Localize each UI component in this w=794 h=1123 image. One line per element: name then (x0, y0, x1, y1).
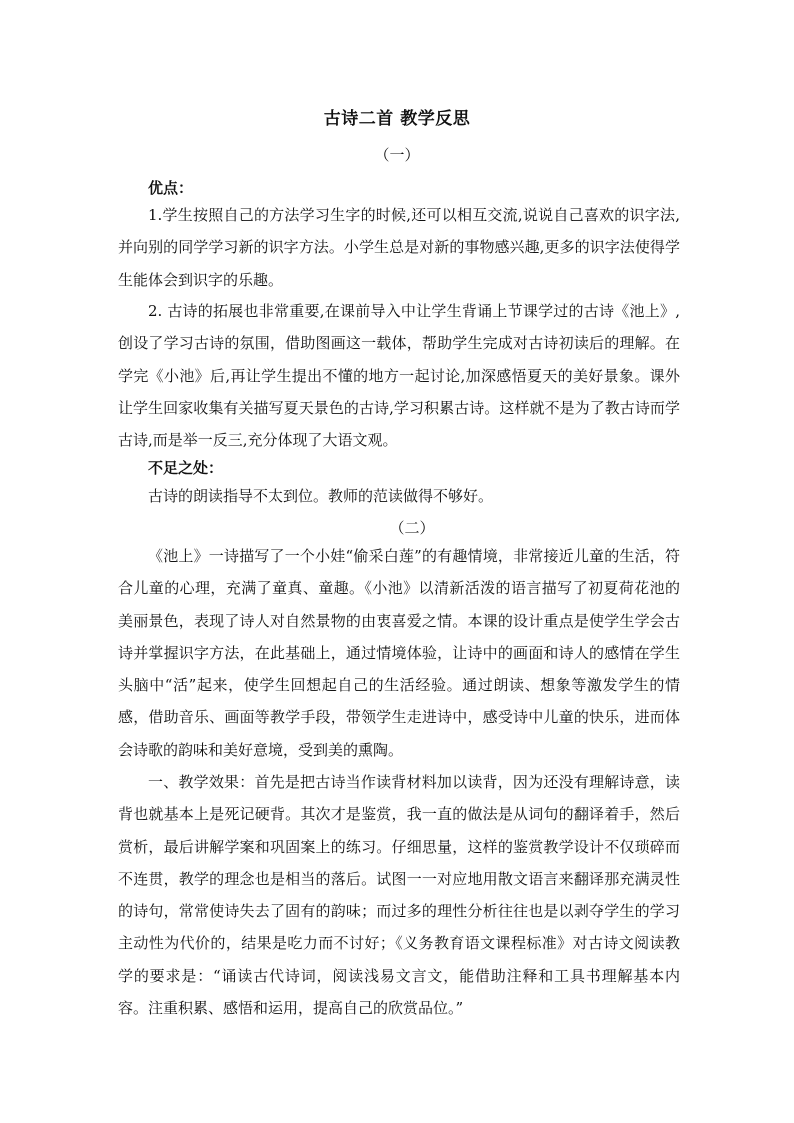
shortcomings-heading: 不足之处： (148, 459, 224, 477)
part-two-paragraph-2: 一、教学效果：首先是把古诗当作读背材料加以读背，因为还没有理解诗意，读背也就基本上是死记硬背。其次才是鉴赏，我一直的做法是从词句的翻译着手，然后赏析，最后讲解学案和巩固案上的练习。仔细思量，这样的鉴赏教学设计不仅琐碎而不连贯，教学的理念也是相当的落后。试图一一对应地用散文语言来翻译那充满灵性的诗句，常常使诗失去了固有的韵味；而过多的理性分析往往也是以剥夺学生的学习主动性为代价的，结果是吃力而不讨好；《义务教育语文课程标准》对古诗文阅读教学的要求是：“诵读古代诗词，阅读浅易文言文，能借助注释和工具书理解基本内容。注重积累、感悟和运用，提高自己的欣赏品位。” (118, 773, 680, 1018)
document-title: 古诗二首 教学反思 (323, 109, 471, 129)
advantages-heading: 优点： (148, 179, 194, 197)
shortcoming-paragraph: 古诗的朗读指导不太到位。教师的范读做得不够好。 (148, 487, 494, 505)
part-two-marker: （二） (389, 519, 435, 537)
part-two-paragraph-1: 《池上》一诗描写了一个小娃“偷采白莲”的有趣情境，非常接近儿童的生活，符合儿童的心理，充满了童真、童趣。《小池》以清新活泼的语言描写了初夏荷花池的美丽景色，表现了诗人对自然景物的由衷喜爱之情。本课的设计重点是使学生学会古诗并掌握识字方法，在此基础上，通过情境体验，让诗中的画面和诗人的感情在学生头脑中“活”起来，使学生回想起自己的生活经验。通过朗读、想象等激发学生的情感，借助音乐、画面等教学手段，带领学生走进诗中，感受诗中儿童的快乐，进而体会诗歌的韵味和美好意境，受到美的熏陶。 (118, 547, 680, 759)
advantage-paragraph-1: 1.学生按照自己的方法学习生字的时候,还可以相互交流,说说自己喜欢的识字法,并向别的同学学习新的识字方法。小学生总是对新的事物感兴趣,更多的识字法使得学生能体会到识字的乐趣。 (118, 206, 680, 289)
part-one-marker: （一） (374, 146, 420, 164)
advantage-paragraph-2: 2. 古诗的拓展也非常重要,在课前导入中让学生背诵上节课学过的古诗《池上》,创设了学习古诗的氛围，借助图画这一载体，帮助学生完成对古诗初读后的理解。在学完《小池》后,再让学生提出不懂的地方一起讨论,加深感悟夏天的美好景象。课外让学生回家收集有关描写夏天景色的古诗,学习积累古诗。这样就不是为了教古诗而学古诗,而是举一反三,充分体现了大语文观。 (118, 302, 680, 450)
